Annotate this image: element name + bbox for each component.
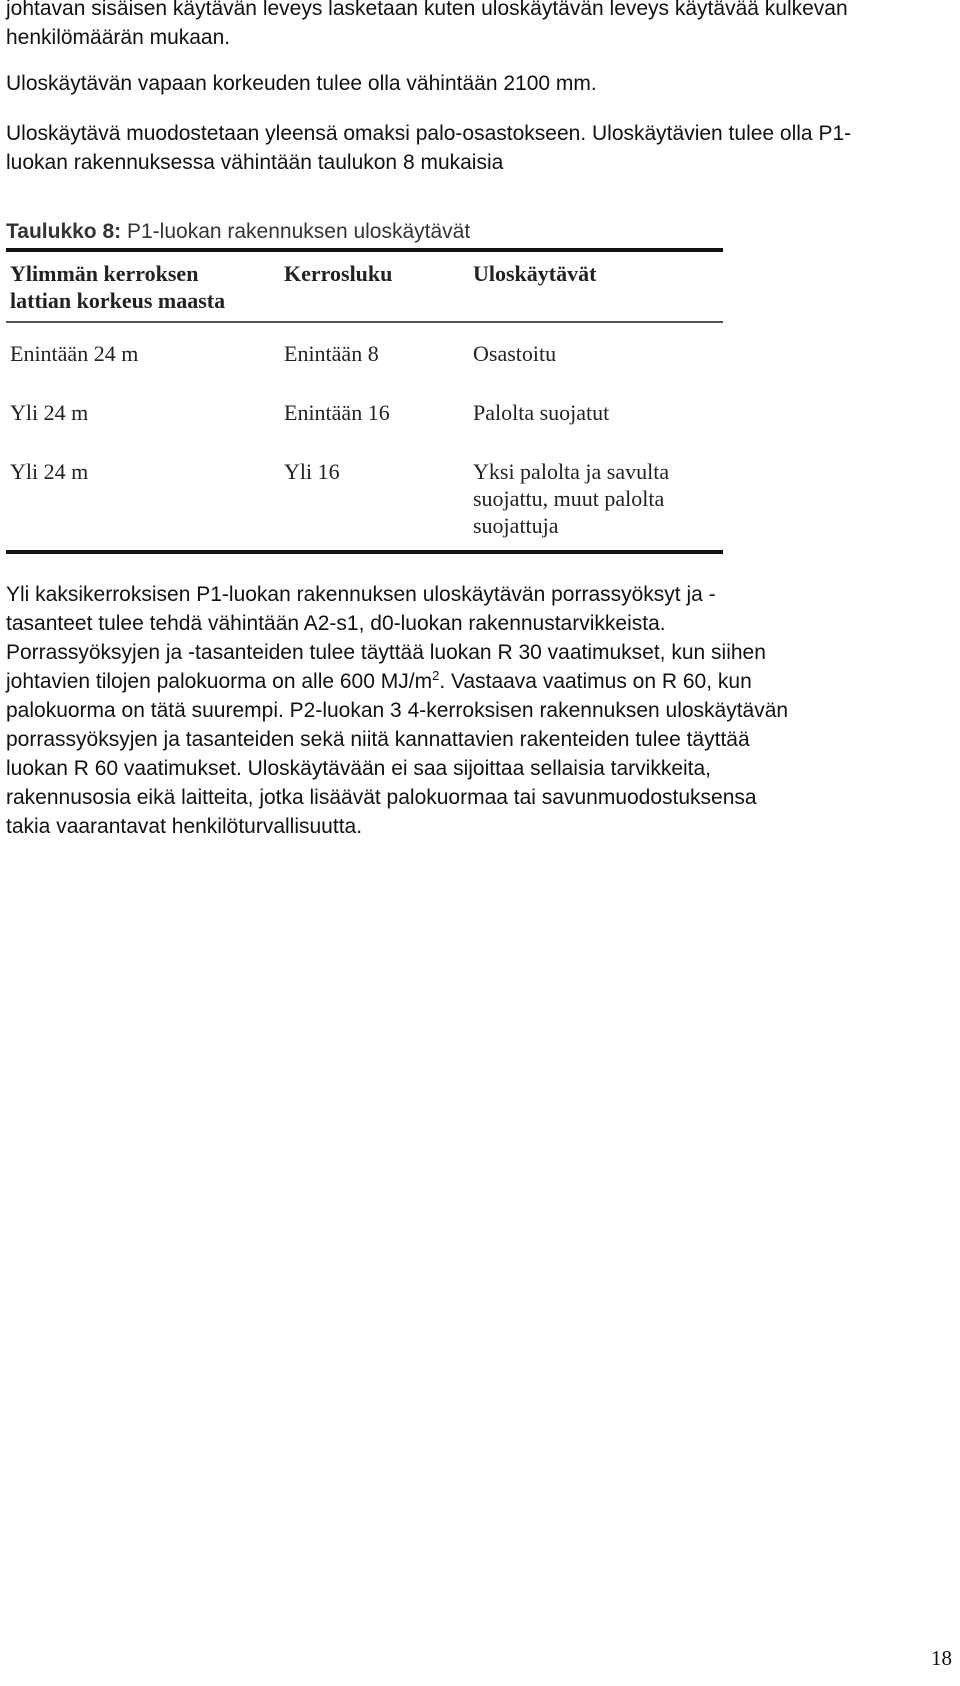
table-cell: Enintään 8 — [284, 341, 379, 366]
exits-table — [6, 248, 723, 558]
text-line: rakennusosia eikä laitteita, jotka lisäävät palokuormaa tai savunmuodostuksensa — [6, 786, 757, 809]
table-cell-line: Osastoitu — [473, 341, 557, 366]
table-cell-line: Yksi palolta ja savulta — [473, 459, 670, 484]
text-line: luokan R 60 vaatimukset. Uloskäytävään ei saa sijoittaa sellaisia tarvikkeita, — [6, 757, 712, 780]
table-cell: Yli 24 m — [10, 400, 89, 425]
table-cell — [473, 458, 723, 539]
text-line: luokan rakennuksessa vähintään taulukon 8 mukaisia — [6, 151, 504, 174]
text-line: tasanteet tulee tehdä vähintään A2-s1, d0-luokan rakennustarvikkeista. — [6, 612, 666, 635]
paragraph-height — [6, 69, 597, 98]
header-height-line: Ylimmän kerroksen — [10, 261, 199, 286]
text-line: takia vaarantavat henkilöturvallisuutta. — [6, 815, 363, 838]
table-cell: Enintään 24 m — [10, 341, 139, 366]
text-line: johtavan sisäisen käytävän leveys lasketaan kuten uloskäytävän leveys käytävää kulkevan — [6, 0, 848, 20]
text-line — [6, 667, 956, 696]
paragraph-intro — [6, 0, 848, 52]
table-caption-text: P1-luokan rakennuksen uloskäytävät — [126, 220, 471, 243]
text-line: Yli kaksikerroksisen P1-luokan rakennuksen uloskäytävän porrassyöksyt ja - — [6, 583, 716, 606]
table-cell: Yli 16 — [284, 459, 340, 484]
table-header-rule — [6, 321, 723, 323]
text-segment: johtavien tilojen palokuorma on alle 600 MJ/m — [6, 670, 433, 693]
paragraph-exits — [6, 119, 851, 177]
paragraph-stairs — [6, 580, 956, 841]
text-segment: . Vastaava vaatimus on R 60, kun — [439, 670, 752, 693]
table-top-rule — [6, 248, 723, 252]
table-cell: Enintään 16 — [284, 400, 390, 425]
table-cell-line: suojattuja — [473, 513, 559, 538]
table-cell-line: suojattu, muut palolta — [473, 486, 665, 511]
table-caption-label: Taulukko 8: — [6, 220, 122, 243]
table-caption — [6, 219, 470, 245]
text-line: Uloskäytävä muodostetaan yleensä omaksi palo-osastokseen. Uloskäytävien tulee olla P1- — [6, 122, 852, 145]
text-line: porrassyöksyjen ja tasanteiden sekä niitä kannattavien rakenteiden tulee täyttää — [6, 728, 750, 751]
text-line: palokuorma on tätä suurempi. P2-luokan 3 4-kerroksisen rakennuksen uloskäytävän — [6, 699, 789, 722]
text-line: henkilömäärän mukaan. — [6, 26, 231, 49]
text-line: Uloskäytävän vapaan korkeuden tulee olla vähintään 2100 mm. — [6, 72, 597, 95]
table-cell — [473, 399, 723, 426]
header-floors: Kerrosluku — [284, 261, 393, 286]
header-height — [10, 260, 270, 314]
page-number: 18 — [931, 1646, 952, 1670]
table-cell — [473, 340, 723, 367]
header-exits: Uloskäytävät — [473, 261, 597, 286]
header-height-line: lattian korkeus maasta — [10, 288, 226, 313]
table-cell-line: Palolta suojatut — [473, 400, 610, 425]
superscript: 2 — [432, 668, 440, 683]
table-bottom-rule — [6, 550, 723, 554]
table-cell: Yli 24 m — [10, 459, 89, 484]
text-line: Porrassyöksyjen ja -tasanteiden tulee täyttää luokan R 30 vaatimukset, kun siihen — [6, 641, 766, 664]
